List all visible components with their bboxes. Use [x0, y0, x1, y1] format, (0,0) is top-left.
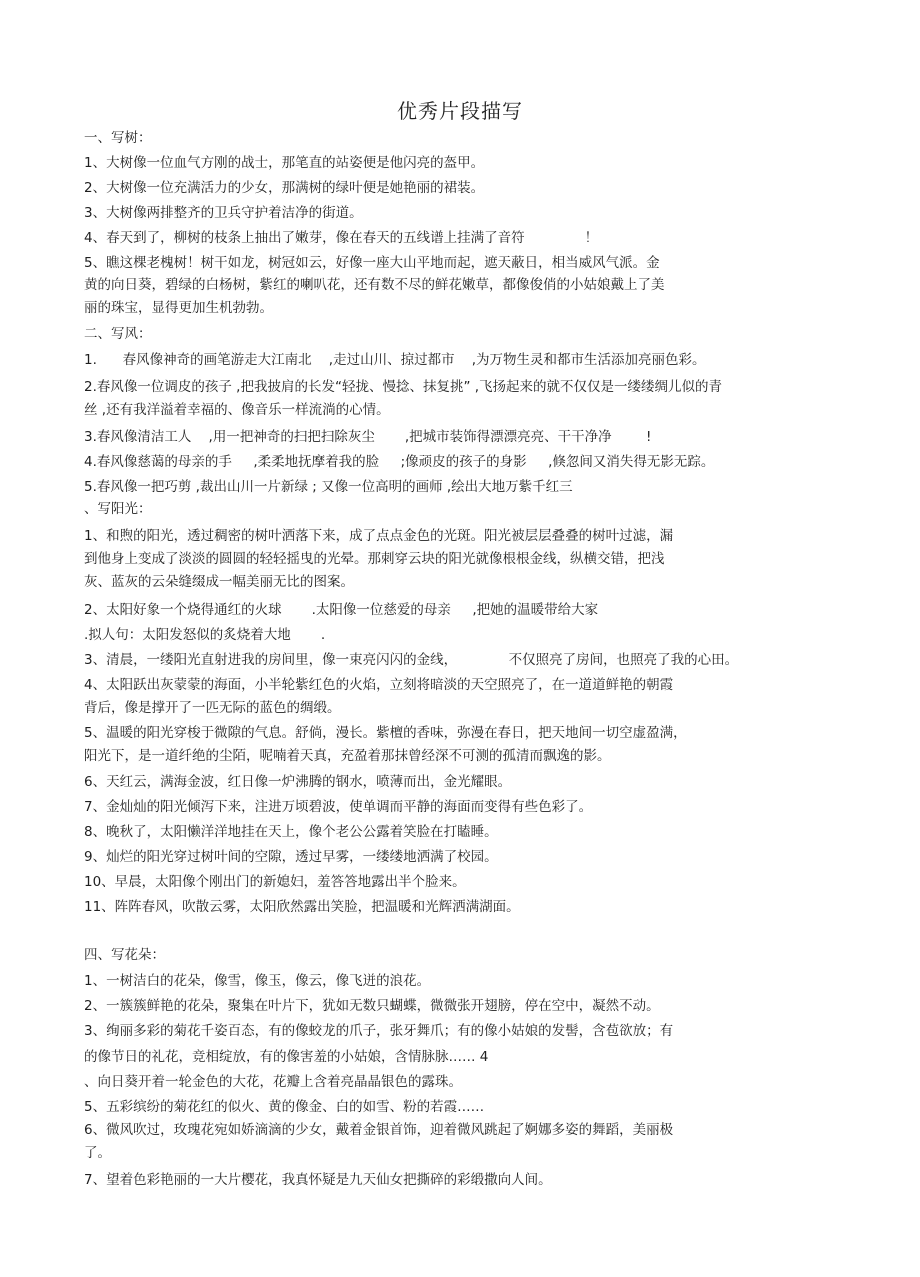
paragraph-line: 6、天红云，满海金波，红日像一炉沸腾的钢水，喷薄而出，金光耀眼。	[84, 774, 512, 790]
paragraph-line: 丽的珠宝，显得更加生机勃勃。	[84, 300, 273, 316]
paragraph-line: 5、五彩缤纷的菊花红的似火、黄的像金、白的如雪、粉的若霞……	[84, 1099, 485, 1115]
paragraph-line: 1. 春风像神奇的画笔游走大江南北 ,走过山川、掠过都市 ,为万物生灵和都市生活添加亮丽色彩。	[84, 352, 706, 368]
paragraph-line: 3、大树像两排整齐的卫兵守护着洁净的街道。	[84, 205, 363, 221]
page-title: 优秀片段描写	[397, 99, 523, 123]
paragraph-line: 7、金灿灿的阳光倾泻下来，注进万顷碧波，使单调而平静的海面而变得有些色彩了。	[84, 799, 593, 815]
paragraph-line: 9、灿烂的阳光穿过树叶间的空隙，透过早雾，一缕缕地洒满了校园。	[84, 849, 498, 865]
paragraph-line: 阳光下，是一道纤绝的尘陌，呢喃着天真，充盈着那抹曾经深不可测的孤清而飘逸的影。	[84, 748, 611, 764]
paragraph-line: 6、微风吹过，玫瑰花宛如娇滴滴的少女，戴着金银首饰，迎着微风跳起了婀娜多姿的舞蹈，美丽极	[84, 1122, 674, 1138]
paragraph-line: 3、绚丽多彩的菊花千姿百态，有的像蛟龙的爪子，张牙舞爪；有的像小姑娘的发髻，含苞欲放；有	[84, 1023, 674, 1039]
paragraph-line: 11、阵阵春风，吹散云雾，太阳欣然露出笑脸，把温暖和光辉洒满湖面。	[84, 899, 520, 915]
paragraph-line: 1、大树像一位血气方刚的战士，那笔直的站姿便是他闪亮的盔甲。	[84, 155, 485, 171]
paragraph-line: 4.春风像慈蔼的母亲的手 ,柔柔地抚摩着我的脸 ;像顽皮的孩子的身影 ,倏忽间又消失得无影无踪。	[84, 454, 715, 470]
paragraph-line: 、向日葵开着一轮金色的大花，花瓣上含着亮晶晶银色的露珠。	[84, 1074, 462, 1090]
paragraph-line: 2、大树像一位充满活力的少女，那满树的绿叶便是她艳丽的裙装。	[84, 180, 485, 196]
paragraph-line: 5.春风像一把巧剪 ,裁出山川一片新绿 ; 又像一位高明的画师 ,绘出大地万紫千红三	[84, 479, 573, 495]
paragraph-line: 4、春天到了，柳树的枝条上抽出了嫩芽，像在春天的五线谱上挂满了音符 ！	[84, 230, 599, 246]
paragraph-line: 背后，像是撑开了一匹无际的蓝色的绸缎。	[84, 700, 341, 716]
paragraph-line: 7、望着色彩艳丽的一大片樱花，我真怀疑是九天仙女把撕碎的彩缎撒向人间。	[84, 1172, 552, 1188]
paragraph-line: 1、一树洁白的花朵，像雪，像玉，像云，像飞迸的浪花。	[84, 973, 431, 989]
paragraph-line: 黄的向日葵，碧绿的白杨树，紫红的喇叭花，还有数不尽的鲜花嫩草，都像俊俏的小姑娘戴上了美	[84, 277, 665, 293]
paragraph-line: 5、瞧这棵老槐树！树干如龙，树冠如云，好像一座大山平地而起，遮天蔽日，相当威风气派。金	[84, 255, 660, 271]
paragraph-line: 8、晚秋了，太阳懒洋洋地挂在天上，像个老公公露着笑脸在打瞌睡。	[84, 824, 498, 840]
paragraph-line: 灰、蓝灰的云朵缝缀成一幅美丽无比的图案。	[84, 574, 354, 590]
paragraph-line: 3.春风像清洁工人 ,用一把神奇的扫把扫除灰尘 ,把城市装饰得漂漂亮亮、干干净净 !	[84, 429, 652, 445]
section-heading-sunlight: 、写阳光：	[84, 501, 152, 517]
paragraph-line: 3、清晨，一缕阳光直射进我的房间里，像一束亮闪闪的金线， 不仅照亮了房间，也照亮了我的心田。	[84, 652, 739, 668]
paragraph-line: 2.春风像一位调皮的孩子 ,把我披肩的长发“轻拢、慢捻、抹复挑” ,飞扬起来的就不仅仅是一缕缕绸儿似的青	[84, 379, 723, 395]
section-heading-trees: 一、写树：	[84, 130, 152, 146]
section-heading-wind: 二、写风：	[84, 326, 152, 342]
paragraph-line: 2、太阳好象一个烧得通红的火球 .太阳像一位慈爱的母亲 ,把她的温暖带给大家	[84, 602, 599, 618]
paragraph-line: 了。	[84, 1145, 111, 1161]
paragraph-line: 4、太阳跃出灰蒙蒙的海面，小半轮紫红色的火焰，立刻将暗淡的天空照亮了，在一道道鲜艳的朝霞	[84, 677, 674, 693]
paragraph-line: 的像节日的礼花，竞相绽放，有的像害羞的小姑娘，含情脉脉…… 4	[84, 1049, 489, 1065]
paragraph-line: 丝 ,还有我洋溢着幸福的、像音乐一样流淌的心情。	[84, 402, 390, 418]
paragraph-line: 2、一簇簇鲜艳的花朵，聚集在叶片下，犹如无数只蝴蝶，微微张开翅膀，停在空中，凝然不动。	[84, 998, 660, 1014]
paragraph-line: 1、和煦的阳光，透过稠密的树叶洒落下来，成了点点金色的光斑。阳光被层层叠叠的树叶过滤，漏	[84, 528, 674, 544]
paragraph-line: 到他身上变成了淡淡的圆圆的轻轻摇曳的光晕。那刺穿云块的阳光就像根根金线，纵横交错，把浅	[84, 551, 665, 567]
paragraph-line: 5、温暖的阳光穿梭于微隙的气息。舒倘，漫长。紫檀的香味，弥漫在春日，把天地间一切空虚盈满，	[84, 725, 687, 741]
section-heading-flowers: 四、写花朵：	[84, 947, 165, 963]
paragraph-line: .拟人句：太阳发怒似的炙烧着大地 .	[84, 627, 326, 643]
paragraph-line: 10、早晨，太阳像个刚出门的新媳妇，羞答答地露出半个脸来。	[84, 874, 466, 890]
